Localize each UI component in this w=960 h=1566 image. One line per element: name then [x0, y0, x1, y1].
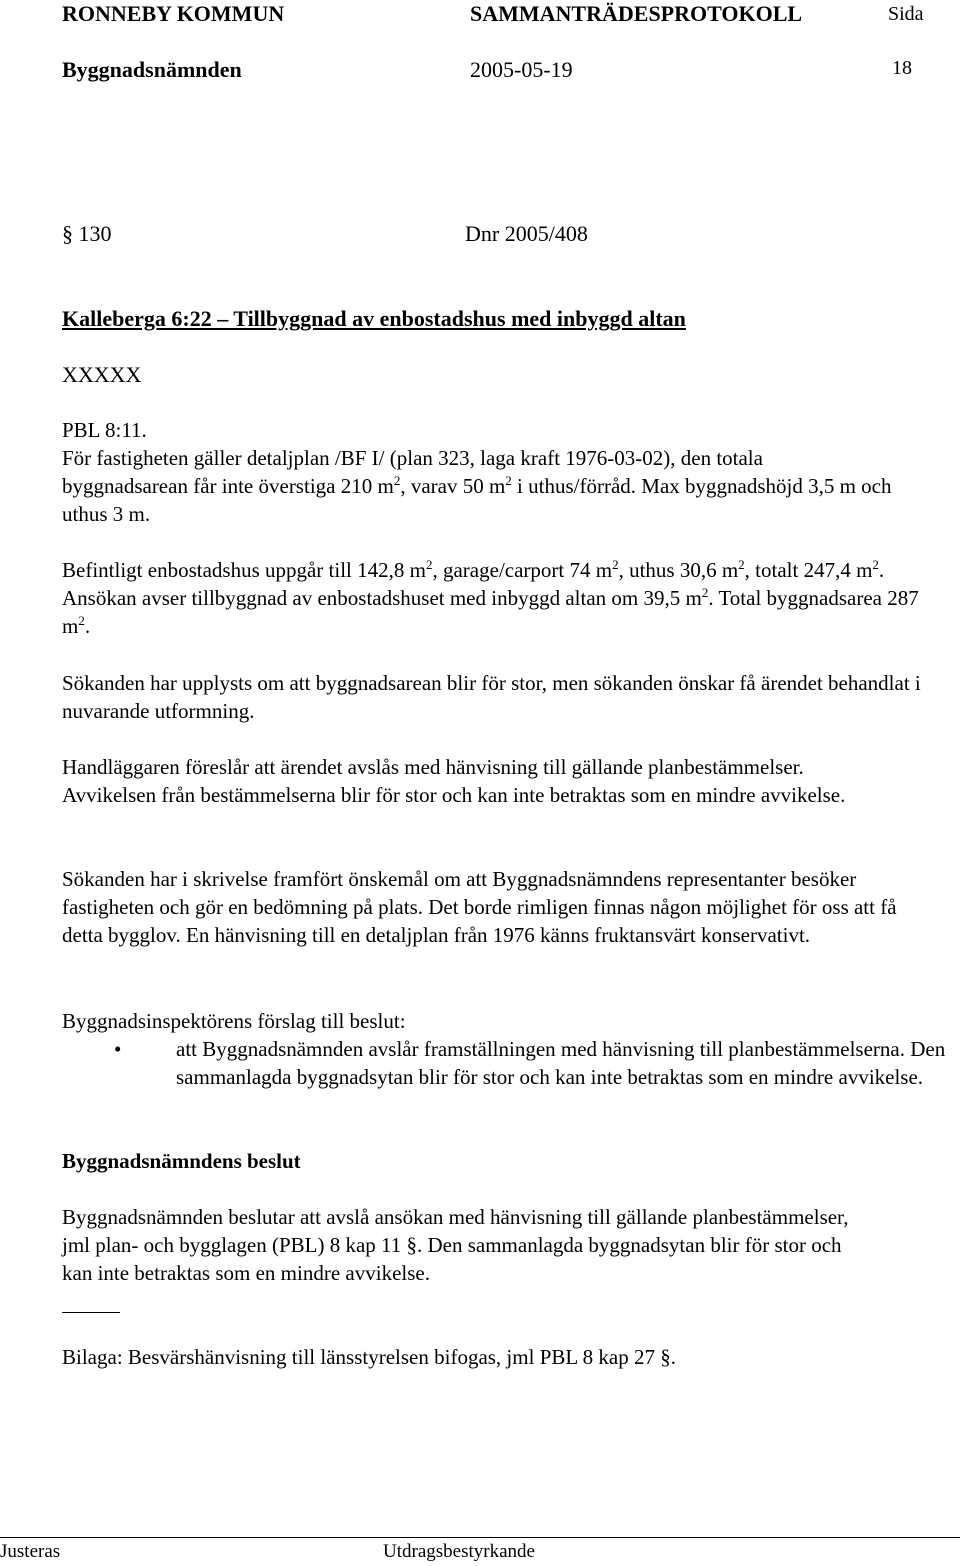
p1-sup-2: 2 [505, 473, 512, 488]
pbl-reference: PBL 8:11. [62, 418, 147, 442]
area-paragraph [62, 556, 932, 640]
applicant-letter-paragraph: Sökanden har i skrivelse framfört önskemål om att Byggnadsnämndens representanter besöker fastigheten och gör en bedömning på plats. Det borde rimligen finnas någon möjlighet för oss att få detta bygglov. En hänvisning till en detaljplan från 1976 känns fruktansvärt konservativt. [62, 867, 897, 947]
municipality-name: RONNEBY KOMMUN [62, 1, 285, 26]
paragraph-mark: § [62, 221, 73, 246]
board-name: Byggnadsnämnden [62, 57, 242, 82]
p2-text-6: . Total byggnadsarea 287 m [62, 586, 919, 638]
p2-text-5: . Ansökan avser tillbyggnad av enbostadshuset med inbyggd altan om 39,5 m [62, 558, 885, 610]
item-number [62, 220, 112, 248]
item-number-value: 130 [78, 221, 112, 246]
p1-text-2: , varav 50 m [400, 474, 506, 498]
proposal-heading: Byggnadsinspektörens förslag till beslut: [62, 1009, 406, 1033]
p2-text-3: , uthus 30,6 m [618, 558, 739, 582]
page-number: 18 [892, 57, 912, 79]
attachment-note: Bilaga: Besvärshänvisning till länsstyrelsen bifogas, jml PBL 8 kap 27 §. [62, 1345, 676, 1369]
applicant: XXXXX [62, 362, 142, 387]
p2-sup-2: 2 [612, 557, 619, 572]
bullet-icon: • [114, 1037, 122, 1061]
footer-certification: Utdragsbestyrkande [383, 1541, 535, 1562]
p2-text-7: . [84, 614, 91, 638]
p2-sup-3: 2 [738, 557, 745, 572]
separator-line [62, 1312, 120, 1313]
p2-sup-6: 2 [78, 613, 85, 628]
meeting-date: 2005-05-19 [470, 57, 573, 82]
p1-sup-1: 2 [393, 473, 401, 488]
p2-text-1: Befintligt enbostadshus uppgår till 142,8 m [62, 558, 426, 582]
item-title: Kalleberga 6:22 – Tillbyggnad av enbostadshus med inbyggd altan [62, 306, 686, 331]
page-label: Sida [888, 3, 924, 25]
proposal-text: att Byggnadsnämnden avslår framställningen med hänvisning till planbestämmelserna. Den sammanlagda byggnadsytan blir för stor och kan inte betraktas som en mindre avvikelse. [176, 1037, 946, 1089]
p2-text-2: , garage/carport 74 m [432, 558, 613, 582]
p2-sup-1: 2 [425, 557, 433, 572]
decision-text: Byggnadsnämnden beslutar att avslå ansökan med hänvisning till gällande planbestämmelser, jml plan- och bygglagen (PBL) 8 kap 11 §. Den sammanlagda byggnadsytan blir för stor och kan inte betraktas som en mindre avvikelse. [62, 1205, 849, 1285]
p1-text-3: i uthus/förråd. Max byggnadshöjd 3,5 m och uthus 3 m. [62, 474, 892, 526]
decision-heading: Byggnadsnämndens beslut [62, 1149, 301, 1173]
document-type: SAMMANTRÄDESPROTOKOLL [470, 1, 803, 26]
p2-sup-5: 2 [701, 585, 709, 600]
plan-paragraph [62, 444, 892, 528]
footer-approval: Justeras [0, 1541, 61, 1562]
case-number: Dnr 2005/408 [465, 221, 588, 246]
p2-text-4: , totalt 247,4 m [744, 558, 873, 582]
applicant-informed-paragraph: Sökanden har upplysts om att byggnadsarean blir för stor, men sökanden önskar få ärendet behandlat i nuvarande utformning. [62, 671, 921, 723]
p2-sup-4: 2 [872, 557, 879, 572]
officer-proposal-paragraph: Handläggaren föreslår att ärendet avslås med hänvisning till gällande planbestämmelser. Avvikelsen från bestämmelserna blir för stor och kan inte betraktas som en mindre avvikelse. [62, 755, 846, 807]
p1-text-1: För fastigheten gäller detaljplan /BF I/ (plan 323, laga kraft 1976-03-02), den totala byggnadsarean får inte överstiga 210 m [62, 446, 763, 498]
